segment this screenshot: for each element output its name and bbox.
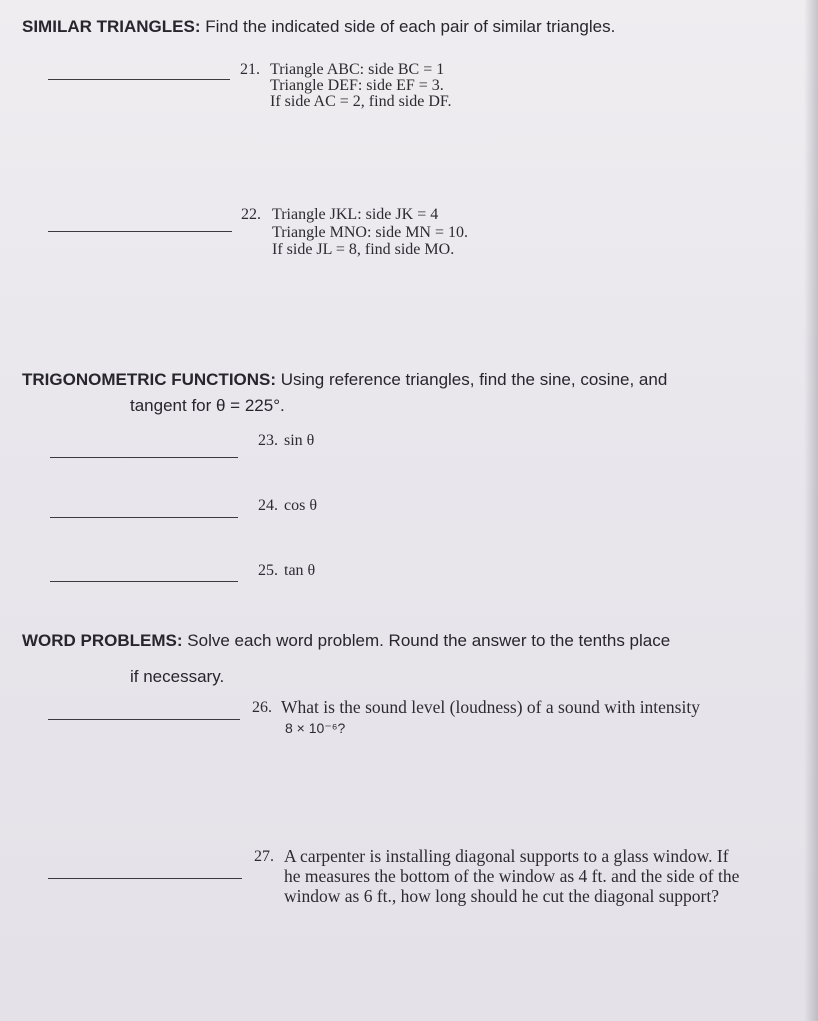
section-heading: TRIGONOMETRIC FUNCTIONS: [22, 370, 277, 389]
section-heading: WORD PROBLEMS: [22, 631, 183, 650]
question-26-line-2: 8 × 10⁻⁶? [285, 720, 346, 736]
question-26-line-1: What is the sound level (loudness) of a sound with intensity [281, 697, 700, 717]
question-21-line-1: Triangle ABC: side BC = 1 [270, 61, 445, 78]
section-instructions: Find the indicated side of each pair of similar triangles. [205, 17, 616, 36]
answer-blank-21[interactable] [48, 79, 230, 80]
question-21-line-3: If side AC = 2, find side DF. [270, 93, 452, 110]
question-22-line-3: If side JL = 8, find side MO. [272, 241, 455, 258]
answer-blank-22[interactable] [48, 231, 232, 232]
section-instructions: Solve each word problem. Round the answer to the tenths place [187, 631, 671, 650]
question-21-line-2: Triangle DEF: side EF = 3. [270, 77, 444, 94]
section-heading: SIMILAR TRIANGLES: [22, 17, 201, 36]
question-25-text: tan θ [284, 562, 316, 579]
question-number: 23. [258, 432, 278, 449]
section-instructions-continued: tangent for θ = 225°. [130, 396, 285, 415]
word-problems-header [22, 630, 670, 652]
question-24-text: cos θ [284, 497, 317, 514]
answer-blank-26[interactable] [48, 719, 240, 720]
question-27-line-2: he measures the bottom of the window as 4 ft. and the side of the [284, 866, 740, 886]
page-edge-shadow [804, 0, 818, 1021]
question-27-line-3: window as 6 ft., how long should he cut the diagonal support? [284, 886, 720, 906]
answer-blank-25[interactable] [50, 581, 238, 582]
question-22-line-1: Triangle JKL: side JK = 4 [272, 206, 439, 223]
question-number: 21. [240, 61, 260, 78]
answer-blank-24[interactable] [50, 517, 238, 518]
section-instructions: Using reference triangles, find the sine, cosine, and [280, 370, 668, 389]
question-23-text: sin θ [284, 432, 315, 449]
question-22-line-2: Triangle MNO: side MN = 10. [272, 224, 468, 241]
answer-blank-23[interactable] [50, 457, 238, 458]
trig-functions-header [22, 369, 667, 391]
question-27-line-1: A carpenter is installing diagonal supports to a glass window. If [284, 846, 729, 866]
question-number: 26. [252, 699, 272, 716]
question-number: 22. [241, 206, 261, 223]
question-number: 24. [258, 497, 278, 514]
answer-blank-27[interactable] [48, 878, 242, 879]
section-instructions-continued: if necessary. [130, 667, 225, 686]
question-number: 27. [254, 848, 274, 865]
question-number: 25. [258, 562, 278, 579]
similar-triangles-header [22, 16, 615, 38]
